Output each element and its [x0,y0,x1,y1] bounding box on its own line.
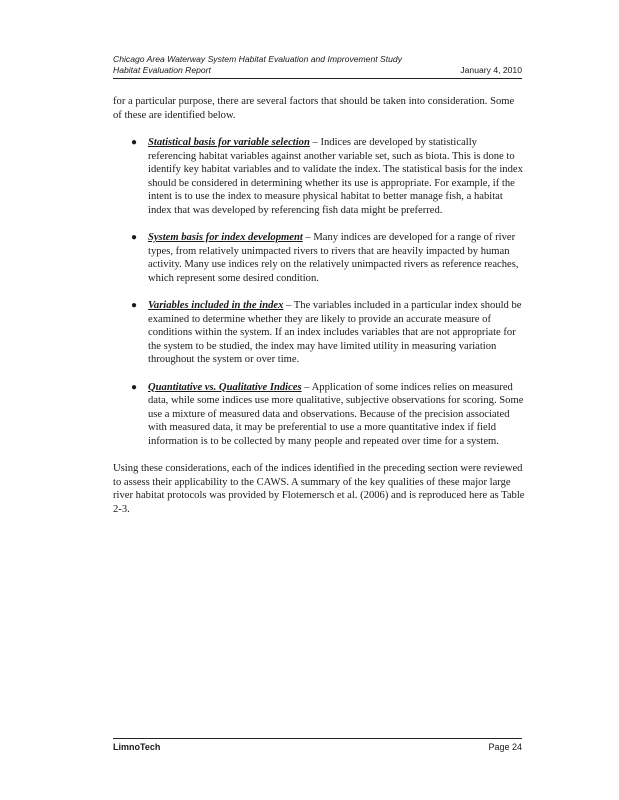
list-item [113,231,525,285]
factor-text: Indices are developed by statistically referencing habitat variables against another variable set, such as biota. This is done to identify key habitat variables and to validate the index. The statistical basis for the index should be considered in determining whether its use is appropriate. For example, if the intent is to use the index to measure physical habitat to better manage fish, a habitat index that was developed by referencing fish data might be preferred. [148,137,523,216]
factor-term: Statistical basis for variable selection [148,137,310,148]
header-row [113,65,522,76]
factor-term: Variables included in the index [148,300,284,311]
list-item [113,381,525,449]
report-series-title: Chicago Area Waterway System Habitat Evaluation and Improvement Study [113,54,402,64]
factor-text: The variables included in a particular index should be examined to determine whether they are likely to provide an accurate measure of conditions within the system. If an index includes variables that are not appropriate for the system to be studied, the index may have limited utility in measuring variation throughout the system or over time. [148,300,522,365]
company-name: LimnoTech [113,742,161,752]
page-header [113,54,522,76]
factor-term: System basis for index development [148,232,303,243]
list-item [113,299,525,367]
intro-paragraph: for a particular purpose, there are several factors that should be taken into consideration. Some of these are identified below. [113,96,515,121]
factor-separator: – [309,137,321,148]
page-number: Page 24 [488,742,522,752]
factor-text: Application of some indices relies on measured data, while some indices use more qualitative, subjective observations for scoring. Some use a mixture of measured data and observations. Because of the precision associated with measured data, it may be preferential to use a more quantitative index if field information is to be collected by many people and repeated over time for a system. [148,381,524,447]
bullet-icon: ● [131,232,138,243]
factor-separator: – [302,232,314,243]
closing-paragraph: Using these considerations, each of the indices identified in the preceding section were reviewed to assess their applicability to the CAWS. A summary of the key qualities of these major large river habitat protocols was provided by Flotemersch et al. (2006) and is reproduced here as Table 2-3. [113,463,525,515]
footer-divider [113,738,522,739]
report-subtitle: Habitat Evaluation Report [113,65,211,75]
page-body [113,95,525,516]
factor-text: Many indices are developed for a range of river types, from relatively unimpacted rivers to rivers that are heavily impacted by human activity. Many use indices rely on the relatively unimpacted rivers as reference reaches, which represent some desired condition. [148,232,519,284]
report-date: January 4, 2010 [460,65,522,75]
factor-separator: – [283,300,294,311]
factor-list [113,136,525,448]
list-item [113,136,525,217]
factor-separator: – [301,381,312,393]
bullet-icon: ● [131,381,138,393]
bullet-icon: ● [131,137,138,148]
header-divider [113,78,522,79]
bullet-icon: ● [131,300,138,311]
page-footer [113,742,522,752]
factor-term: Quantitative vs. Qualitative Indices [148,381,302,393]
